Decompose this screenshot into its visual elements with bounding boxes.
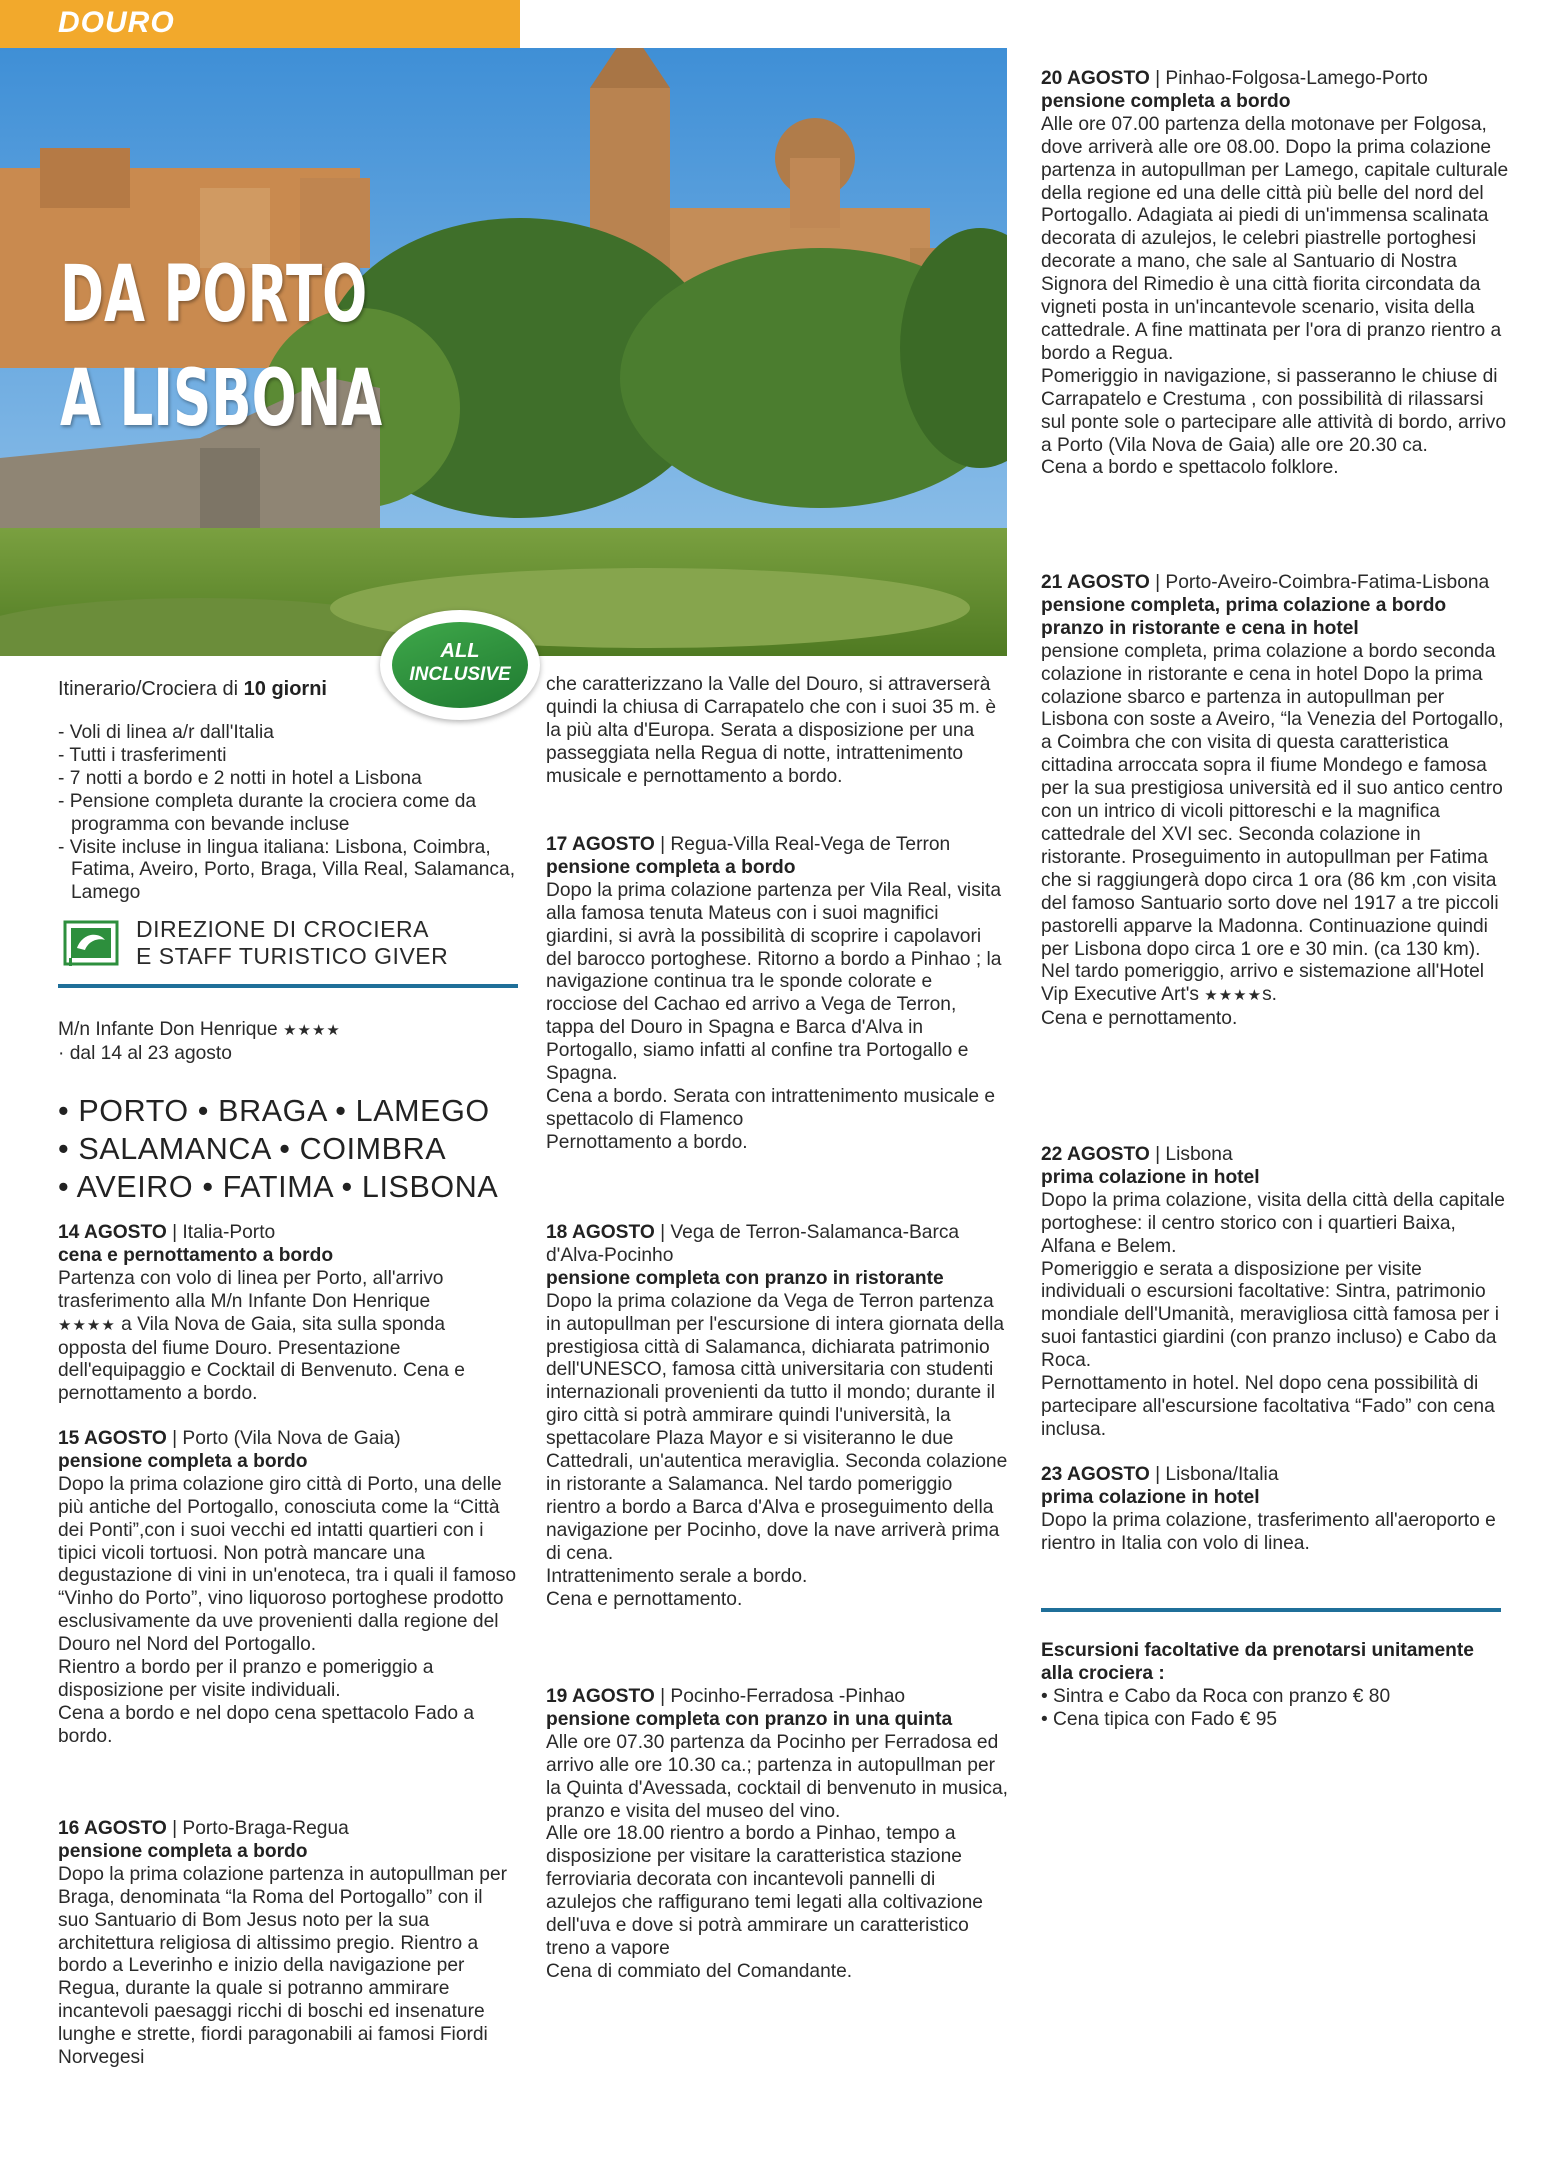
day-text-3: Cena e pernottamento. [546,1588,743,1610]
ship-dates: · dal 14 al 23 agosto [58,1043,232,1064]
day-text-3: Cena e pernottamento. [1041,1008,1238,1030]
day-text-2 [1041,961,1511,1008]
day-text: che caratterizzano la Valle del Douro, si attraverserà quindi la chiusa di Carrapatelo che con i suoi 35 m. è la più alta d'Europa. Serata a disposizione per una passeggiata nella Regua di notte, intrattenimento musicale e pernottamento a bordo. [546,674,997,787]
day-stars: ★★★★ [1204,987,1263,1005]
day-text-2: Pomeriggio e serata a disposizione per visite individuali o escursioni facoltative: Sintra, patrimonio mondiale dell'Umanità, meravigliosa città famosa per i suoi fantastici giardini (con pranzo incluso) e Cabo da Roca. [1041,1258,1499,1372]
day-date: 22 AGOSTO [1041,1144,1150,1165]
day-text: Dopo la prima colazione da Vega de Terron partenza in autopullman per l'escursione di intera giornata della prestigiosa città di Salamanca, dichiarata patrimonio dell'UNESCO, famosa città universitaria con studenti internazionali provenienti da tutto il mondo; durante il giro città si potrà ammirare quindi l'università, la spettacolare Plaza Mayor e si visiteranno le due Cattedrali, un'autentica meraviglia. Seconda colazione in ristorante a Salamanca. Nel tardo pomeriggio rientro a bordo a Barca d'Alva e proseguimento della navigazione per Pocinho, dove la nave arriverà prima di cena. [546,1290,1008,1564]
day-text: pensione completa, prima colazione a bordo seconda colazione in ristorante e cena in hotel Dopo la prima colazione sbarco e partenza in autopullman per Lisbona con soste a Aveiro, “la Venezia del Portogallo, a Coimbra che con visita di questa caratteristica cittadina arroccata sopra il fiume Mondego e famosa per la sua prestigiosa università ed il suo antico centro con un intrico di vicoli pittoreschi e la magnifica cattedrale del XVI sec. Seconda colazione in ristorante. Proseguimento in autopullman per Fatima che si raggiungerà dopo circa 1 ora (86 km ,con visita del famoso Santuario sorto dove nel 1917 a tre piccoli pastorelli apparve la Madonna. Continuazione quindi per Lisbona dopo circa 1 ore e 30 min. (ca 130 km). [1041,640,1504,960]
day-20 [1041,68,1511,480]
divider [1041,1608,1501,1612]
cities-list [58,1092,498,1206]
day-route: | Italia-Porto [166,1222,276,1243]
day-heading [1041,572,1511,595]
flag-icon [63,918,119,968]
all-inclusive-badge [380,610,540,720]
day-text-2a: Nel tardo pomeriggio, arrivo e sistemazione all'Hotel Vip Executive Art's [1041,961,1485,1006]
day-heading [1041,1144,1511,1167]
day-heading [546,834,1008,857]
included-list [58,722,518,905]
day-text: Alle ore 07.30 partenza da Pocinho per Ferradosa ed arrivo alle ore 10.30 ca.; partenza in autopullman per la Quinta d'Avessada, cocktail di benvenuto in musica, pranzo e visita del museo del vino. [546,1731,1008,1822]
day-17 [546,834,1008,1155]
day-board: pensione completa con pranzo in una quinta [546,1708,953,1730]
day-heading [1041,68,1511,91]
day-heading [58,1222,518,1245]
ship-stars: ★★★★ [283,1022,341,1039]
day-text-2b: s. [1262,984,1278,1006]
day-16 [58,1818,518,2070]
day-16-continued [546,674,1008,789]
day-text: Dopo la prima colazione giro città di Porto, una delle più antiche del Portogallo, conosciuta come la “Città dei Ponti”,con i suoi vecchi ed intatti quartieri con i tipici vicoli tortuosi. Non potrà mancare una degustazione di vini in un'enoteca, tra i quali il famoso “Vinho do Porto”, vino liquoroso portoghese prodotto esclusivamente da uve provenienti dalla regione del Douro nel Nord del Portogallo. [58,1473,517,1656]
day-route: | Porto-Braga-Regua [166,1818,349,1839]
day-text-2: Cena a bordo. Serata con intrattenimento musicale e spettacolo di Flamenco [546,1085,996,1130]
day-date: 15 AGOSTO [58,1428,167,1449]
direction-text [136,916,448,970]
ship-info [58,1018,341,1065]
excursion-item: • Sintra e Cabo da Roca con pranzo € 80 [1041,1685,1391,1707]
day-route: | Lisbona [1149,1144,1233,1165]
direction-box [58,916,518,972]
ship-name: M/n Infante Don Henrique [58,1019,278,1040]
day-route: | Porto-Aveiro-Coimbra-Fatima-Lisbona [1149,572,1490,593]
badge-line1: ALL [440,640,480,662]
direction-line2: E STAFF TURISTICO GIVER [136,943,449,969]
included-item: - 7 notti a bordo e 2 notti in hotel a Lisbona [58,767,422,789]
day-route: | Lisbona/Italia [1149,1464,1279,1485]
cities-line2: • SALAMANCA • COIMBRA [58,1132,447,1166]
day-date: 23 AGOSTO [1041,1464,1150,1485]
itinerary-duration: 10 giorni [243,678,327,700]
day-date: 21 AGOSTO [1041,572,1150,593]
day-text: Dopo la prima colazione partenza in autopullman per Braga, denominata “la Roma del Portogallo” con il suo Santuario di Bom Jesus noto per la sua architettura religiosa di altissimo pregio. Rientro a bordo a Leverinho e inizio della navigazione per Regua, durante la quale si potranno ammirare incantevoli paesaggi ricchi di boschi ed insenature lunghe e strette, fiordi paragonabili ai famosi Fiordi Norvegesi [58,1863,508,2069]
included-item: - Visite incluse in lingua italiana: Lisbona, Coimbra, Fatima, Aveiro, Porto, Braga, Villa Real, Salamanca, Lamego [58,836,516,904]
day-text-a: Partenza con volo di linea per Porto, all'arrivo trasferimento alla M/n Infante Don Henrique [58,1267,444,1312]
included-item: - Tutti i trasferimenti [58,744,227,766]
hero-title-line1: DA PORTO [60,250,368,340]
day-text: Dopo la prima colazione, trasferimento all'aeroporto e rientro in Italia con volo di linea. [1041,1509,1496,1554]
section-tag [0,0,520,48]
day-14 [58,1222,518,1406]
day-heading [546,1686,1008,1709]
day-text-3: Pernottamento a bordo. [546,1131,748,1153]
optional-excursions [1041,1640,1511,1732]
day-heading [58,1818,518,1841]
itinerary-label: Itinerario/Crociera di [58,678,239,700]
day-text-3: Cena a bordo e nel dopo cena spettacolo Fado a bordo. [58,1702,475,1747]
cities-line3: • AVEIRO • FATIMA • LISBONA [58,1170,499,1204]
day-board: pensione completa a bordo [546,856,796,878]
day-route: | Vega de Terron-Salamanca-Barca d'Alva-Pocinho [546,1222,960,1266]
day-heading [1041,1464,1511,1487]
day-date: 19 AGOSTO [546,1686,655,1707]
day-text: Dopo la prima colazione, visita della città della capitale portoghese: il centro storico con i quartieri Baixa, Alfana e Belem. [1041,1189,1505,1257]
hero-title-line2: A LISBONA [60,354,383,444]
section-tag-label: DOURO [58,6,175,39]
day-21 [1041,572,1511,1031]
day-board: prima colazione in hotel [1041,1166,1260,1188]
day-date: 18 AGOSTO [546,1222,655,1243]
day-board: pensione completa a bordo [1041,90,1291,112]
day-date: 17 AGOSTO [546,834,655,855]
badge-line2: INCLUSIVE [409,664,511,685]
direction-line1: DIREZIONE DI CROCIERA [136,916,429,942]
day-23 [1041,1464,1511,1556]
day-route: | Regua-Villa Real-Vega de Terron [654,834,951,855]
divider [58,984,518,988]
itinerary-line [58,678,327,701]
day-text-3: Cena di commiato del Comandante. [546,1960,853,1982]
hero-title [60,243,382,451]
included-item: - Pensione completa durante la crociera come da programma con bevande incluse [58,790,477,835]
day-text-3: Cena a bordo e spettacolo folklore. [1041,457,1339,479]
cities-line1: • PORTO • BRAGA • LAMEGO [58,1094,490,1128]
day-text: Dopo la prima colazione partenza per Vila Real, visita alla famosa tenuta Mateus con i suoi magnifici giardini, si avrà la possibilità di scoprire i capolavori del barocco portoghese. Ritorno a bordo a Pinhao ; la navigazione continua tra le sponde colorate e rocciose del Cachao ed arrivo a Vega de Terron, tappa del Douro in Spagna e Barca d'Alva in Portogallo, siamo infatti al confine tra Portogallo e Spagna. [546,879,1002,1085]
day-date: 20 AGOSTO [1041,68,1150,89]
day-date: 14 AGOSTO [58,1222,167,1243]
excursions-heading: Escursioni facoltative da prenotarsi unitamente alla crociera : [1041,1640,1474,1684]
day-route: | Porto (Vila Nova de Gaia) [166,1428,401,1449]
day-stars: ★★★★ [58,1316,116,1334]
day-text-b: a Vila Nova de Gaia, sita sulla sponda opposta del fiume Douro. Presentazione dell'equipaggio e Cocktail di Benvenuto. Cena e pernottamento a bordo. [58,1313,465,1405]
day-text: Alle ore 07.00 partenza della motonave per Folgosa, dove arriverà alle ore 08.00. Dopo la prima colazione partenza in autopullman per Lamego, capitale culturale della regione ed una delle città più belle del nord del Portogallo. Adagiata ai piedi di un'immensa scalinata decorata di azulejos, le celebri piastrelle portoghesi decorate a mano, che sale al Santuario di Nostra Signora del Rimedio è una città fiorita circondata da vigneti posta in un'incantevole scenario, visita della cattedrale. A fine mattinata per l'ora di pranzo rientro a bordo a Regua. [1041,113,1509,364]
excursion-item: • Cena tipica con Fado € 95 [1041,1708,1278,1730]
day-route: | Pinhao-Folgosa-Lamego-Porto [1149,68,1428,89]
day-15 [58,1428,518,1749]
day-18 [546,1222,1008,1611]
day-heading [546,1222,1008,1268]
day-text-2: Pomeriggio in navigazione, si passeranno le chiuse di Carrapatelo e Crestuma , con possibilità di rilassarsi sul ponte sole o partecipare alle attività di bordo, arrivo a Porto (Vila Nova de Gaia) alle ore 20.30 ca. [1041,365,1507,456]
day-board: cena e pernottamento a bordo [58,1244,334,1266]
day-route: | Pocinho-Ferradosa -Pinhao [654,1686,906,1707]
day-22 [1041,1144,1511,1442]
included-item: - Voli di linea a/r dall'Italia [58,722,274,743]
day-board: pensione completa a bordo [58,1840,308,1862]
day-text-2: Alle ore 18.00 rientro a bordo a Pinhao, tempo a disposizione per visitare la caratteristica stazione ferroviaria decorata con incantevoli pannelli di azulejos che raffigurano temi legati alla coltivazione dell'uva e dove si potrà ammirare un caratteristico treno a vapore [546,1823,983,1959]
day-text-2: Rientro a bordo per il pranzo e pomeriggio a disposizione per visite individuali. [58,1657,434,1701]
hero-image [0,48,1007,656]
day-text-3: Pernottamento in hotel. Nel dopo cena possibilità di partecipare all'escursione facoltativa “Fado” con cena inclusa. [1041,1373,1495,1440]
day-heading [58,1428,518,1451]
day-board: prima colazione in hotel [1041,1486,1260,1508]
day-text-2: Intrattenimento serale a bordo. [546,1565,808,1587]
day-board: pensione completa con pranzo in ristorante [546,1267,944,1289]
day-text [58,1268,518,1406]
day-19 [546,1686,1008,1984]
day-date: 16 AGOSTO [58,1818,167,1839]
day-board: pensione completa a bordo [58,1450,308,1472]
day-board: pensione completa, prima colazione a bordo pranzo in ristorante e cena in hotel [1041,594,1447,639]
